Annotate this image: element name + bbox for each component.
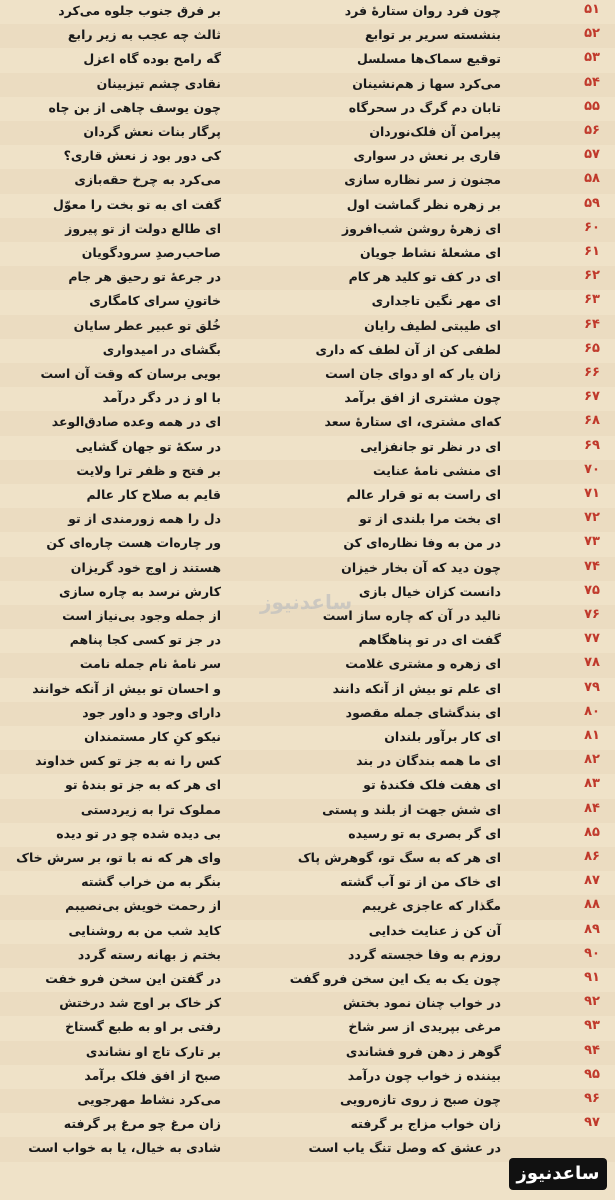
verse-number: ۵۹ [584, 195, 600, 211]
first-hemistich: مرغی بپریدی از سر شاخ [348, 1019, 501, 1035]
verse-row [0, 387, 615, 411]
verse-row [0, 702, 615, 726]
verse-number: ۵۳ [584, 50, 600, 66]
verse-number: ۹۷ [584, 1115, 600, 1131]
second-hemistich: با او ز در دگر درآمد [102, 390, 221, 406]
verse-row [0, 678, 615, 702]
verse-number: ۶۲ [584, 268, 600, 284]
verse-number: ۸۹ [584, 921, 600, 937]
verse-number: ۸۰ [584, 703, 600, 719]
verse-number: ۶۳ [584, 292, 600, 308]
site-logo: ساعدنیوز [509, 1158, 607, 1190]
first-hemistich: ای در نظر تو جانفزایی [360, 438, 501, 454]
second-hemistich: پرگار بنات نعش گردان [83, 124, 221, 139]
verse-row [0, 218, 615, 242]
first-hemistich: مگذار که عاجزی غریبم [361, 898, 501, 914]
first-hemistich: آن کن ز عنایت خدایی [368, 922, 501, 938]
verse-number: ۸۴ [584, 800, 600, 816]
second-hemistich: کارش نرسد به چاره سازی [59, 583, 221, 599]
second-hemistich: نیکو کنِ کار مستمندان [84, 729, 221, 744]
second-hemistich: در جرعهٔ تو رحیق هر جام [68, 269, 221, 285]
second-hemistich: چون یوسف چاهی از بن چاه [48, 99, 221, 115]
second-hemistich: کز خاک بر اوج شد درختش [59, 995, 221, 1011]
verse-number: ۷۱ [584, 486, 600, 501]
second-hemistich: دل را همه زورمندی از تو [68, 511, 221, 527]
verse-row [0, 774, 615, 798]
verse-row [0, 871, 615, 895]
first-hemistich: ای خاک من از تو آب گشته [340, 874, 501, 890]
second-hemistich: صبح از افق فلک برآمد [84, 1067, 221, 1083]
verse-row [0, 629, 615, 653]
first-hemistich: ای ما همه بندگان در بند [356, 753, 501, 769]
first-hemistich: چون دید که آن بخار خیزان [341, 559, 501, 575]
verse-number: ۹۳ [584, 1018, 600, 1034]
second-hemistich: ور چاره‌ات هست چاره‌ای کن [46, 535, 221, 551]
second-hemistich: بر تارک تاج او نشاندی [85, 1043, 221, 1059]
first-hemistich: می‌کرد سها ز هم‌نشینان [352, 75, 501, 91]
verse-number: ۷۶ [584, 607, 600, 622]
first-hemistich: چون فرد روان ستارهٔ فرد [344, 3, 501, 18]
verse-number: ۷۸ [584, 655, 600, 671]
verse-row [0, 290, 615, 314]
second-hemistich: صاحب‌رصدِ سرودگویان [81, 245, 221, 260]
verse-row [0, 920, 615, 944]
verse-number: ۸۵ [584, 824, 600, 840]
verse-number: ۹۵ [584, 1066, 600, 1082]
first-hemistich: زان خواب مزاج بر گرفته [350, 1116, 501, 1132]
second-hemistich: ای هر که به جز تو بندهٔ تو [64, 777, 221, 793]
verse-number: ۶۱ [584, 244, 600, 259]
second-hemistich: می‌کرد نشاط مهرجویی [77, 1092, 221, 1107]
verse-row [0, 436, 615, 460]
first-hemistich: مجنون ز سر نظاره سازی [344, 172, 501, 188]
first-hemistich: در من به وفا نظاره‌ای کن [343, 535, 501, 551]
verse-row [0, 992, 615, 1016]
verse-number: ۷۷ [584, 631, 600, 647]
second-hemistich: بی دیده شده چو در تو دیده [56, 825, 221, 841]
verse-row [0, 24, 615, 48]
verse-row [0, 653, 615, 677]
verse-row [0, 97, 615, 121]
first-hemistich: ای بندگشای جمله مقصود [345, 704, 501, 720]
verse-row [0, 1089, 615, 1113]
first-hemistich: نالید در آن که چاره ساز است [322, 608, 501, 623]
verse-row [0, 266, 615, 290]
first-hemistich: ای راست به تو قرار عالم [346, 487, 501, 502]
first-hemistich: پیرامن آن فلک‌نوردان [369, 124, 501, 139]
first-hemistich: لطفی کن از آن لطف که داری [315, 341, 501, 357]
first-hemistich: ای گر بصری به تو رسیده [348, 825, 501, 841]
verse-number: ۹۴ [584, 1042, 600, 1058]
first-hemistich: گوهر ز دهن فرو فشاندی [345, 1043, 501, 1059]
verse-number: ۸۸ [584, 897, 600, 913]
verse-row [0, 1065, 615, 1089]
verse-row [0, 411, 615, 435]
first-hemistich: ای هفت فلک فکندهٔ تو [363, 777, 501, 793]
verse-row [0, 1113, 615, 1137]
verse-row [0, 1041, 615, 1065]
second-hemistich: خاتونِ سرای کامگاری [89, 293, 221, 309]
verse-number: ۹۱ [584, 970, 600, 985]
verse-row [0, 242, 615, 266]
first-hemistich: ای در کف تو کلید هر کام [348, 269, 501, 285]
second-hemistich: و احسان تو بیش از آنکه خوانند [32, 680, 221, 696]
second-hemistich: قایم به صلاح کار عالم [86, 487, 221, 502]
first-hemistich: ای مهر نگین تاجداری [371, 293, 501, 309]
second-hemistich: نقادی چشم تیزبینان [96, 75, 221, 91]
verse-number: ۵۲ [584, 26, 600, 42]
verse-row [0, 557, 615, 581]
first-hemistich: ای هر که به سگ تو، گوهرش پاک [297, 850, 501, 865]
verse-number: ۵۶ [584, 123, 600, 138]
verse-number: ۹۰ [584, 945, 600, 961]
verse-row [0, 73, 615, 97]
verse-row [0, 121, 615, 145]
second-hemistich: بنگر به من خراب گشته [81, 874, 221, 890]
verse-row [0, 823, 615, 847]
first-hemistich: قاری بر نعش در سواری [353, 148, 501, 164]
verse-row [0, 968, 615, 992]
verse-row [0, 339, 615, 363]
verse-row [0, 944, 615, 968]
first-hemistich: ای زهرهٔ روشن شب‌افروز [341, 220, 501, 236]
first-hemistich: ای بخت مرا بلندی از تو [359, 511, 501, 527]
verse-number: ۵۸ [584, 171, 600, 187]
verse-number: ۶۸ [584, 413, 600, 429]
verse-number: ۶۴ [584, 316, 600, 332]
first-hemistich: چون صبح ز روی تازه‌رویی [340, 1092, 501, 1107]
second-hemistich: هستند ز اوج خود گریزان [70, 559, 221, 575]
verse-number: ۷۰ [584, 461, 600, 477]
second-hemistich: بختم ز بهانه رسته گردد [77, 946, 221, 962]
verse-row [0, 1016, 615, 1040]
verse-number: ۹۶ [584, 1091, 600, 1106]
second-hemistich: گفت ای به تو بخت را معوّل [52, 196, 221, 212]
second-hemistich: ای طالع دولت از تو پیروز [65, 220, 221, 236]
first-hemistich: در خواب چنان نمود بختش [343, 995, 501, 1011]
second-hemistich: خُلق تو عبیر عطر سایان [73, 317, 221, 333]
first-hemistich: روزم به وفا خجسته گردد [348, 946, 501, 962]
verse-number: ۷۵ [584, 582, 600, 598]
first-hemistich: بر زهره نظر گماشت اول [346, 196, 501, 212]
verse-number: ۸۲ [584, 752, 600, 768]
verse-row [0, 895, 615, 919]
verse-number: ۷۲ [584, 510, 600, 526]
first-hemistich: بنشسته سریر بر توابع [364, 27, 501, 43]
verse-row [0, 484, 615, 508]
verse-row [0, 363, 615, 387]
verse-row [0, 460, 615, 484]
verse-row [0, 169, 615, 193]
first-hemistich: ای منشی نامهٔ عنایت [373, 462, 501, 478]
verse-number: ۵۱ [584, 2, 600, 17]
first-hemistich: ای زهره و مشتری غلامت [345, 656, 501, 672]
second-hemistich: بگشای در امیدواری [102, 341, 221, 357]
second-hemistich: از رحمت خویش بی‌نصیبم [65, 898, 221, 914]
verse-number: ۶۰ [584, 219, 600, 235]
first-hemistich: در عشق که وصل تنگ یاب است [308, 1140, 501, 1156]
watermark: ساعدنیوز [260, 590, 353, 614]
verse-number: ۶۹ [584, 437, 600, 453]
second-hemistich: گه رامح بوده گاه اعزل [83, 51, 221, 67]
second-hemistich: رفتی بر او به طبع گستاخ [65, 1019, 221, 1035]
second-hemistich: در جز تو کسی کجا پناهم [69, 632, 221, 648]
second-hemistich: می‌کرد به چرخ حقه‌بازی [74, 172, 221, 188]
second-hemistich: از جمله وجود بی‌نیاز است [62, 608, 221, 623]
first-hemistich: توقیع سماک‌ها مسلسل [356, 51, 501, 67]
verse-row [0, 315, 615, 339]
verse-number: ۸۶ [584, 849, 600, 864]
second-hemistich: مملوک ترا به زیردستی [80, 801, 221, 817]
second-hemistich: دارای وجود و داور جود [82, 704, 221, 720]
second-hemistich: سر نامهٔ نام جمله نامت [79, 656, 221, 672]
verse-number: ۸۳ [584, 776, 600, 792]
verse-number: ۵۷ [584, 147, 600, 163]
verse-row [0, 750, 615, 774]
second-hemistich: کی دور بود ز نعش قاری؟ [63, 148, 221, 164]
verse-row [0, 532, 615, 556]
second-hemistich: شادی به خیال، یا به خواب است [28, 1140, 221, 1156]
first-hemistich: چون مشتری از افق برآمد [344, 390, 501, 406]
second-hemistich: بر فرق جنوب جلوه می‌کرد [58, 3, 221, 18]
verse-row [0, 508, 615, 532]
verse-number: ۸۱ [584, 728, 600, 743]
verse-number: ۶۷ [584, 389, 600, 405]
verse-row [0, 145, 615, 169]
verse-number: ۷۴ [584, 558, 600, 574]
verse-row [0, 847, 615, 871]
verse-number: ۶۵ [584, 340, 600, 356]
second-hemistich: زان مرغ چو مرغ پر گرفته [63, 1116, 221, 1132]
verse-number: ۹۲ [584, 994, 600, 1010]
first-hemistich: چون یک به یک این سخن فرو گفت [289, 971, 501, 986]
first-hemistich: دانست کزان خیال بازی [358, 583, 501, 599]
first-hemistich: ای علم تو بیش از آنکه دانند [332, 680, 501, 696]
first-hemistich: ای مشعلهٔ نشاط جویان [360, 245, 501, 260]
verse-number: ۵۵ [584, 98, 600, 114]
verse-row [0, 799, 615, 823]
verse-row [0, 726, 615, 750]
second-hemistich: ای در همه وعده صادق‌الوعد [51, 414, 221, 430]
verse-number: ۸۷ [584, 873, 600, 889]
second-hemistich: بویی برسان که وقت آن است [40, 366, 221, 381]
second-hemistich: کاید شب من به روشنایی [68, 922, 221, 938]
verse-number: ۷۳ [584, 534, 600, 550]
verse-row [0, 0, 615, 24]
first-hemistich: زان یار که او دوای جان است [325, 366, 501, 381]
first-hemistich: ای شش جهت از بلند و پستی [322, 801, 501, 817]
first-hemistich: ای کار برآور بلندان [384, 729, 501, 744]
second-hemistich: در گفتن این سخن فرو خفت [45, 971, 221, 986]
second-hemistich: کس را نه به جز تو کس خداوند [35, 753, 221, 769]
first-hemistich: که‌ای مشتری، ای ستارهٔ سعد [324, 414, 501, 430]
first-hemistich: گفت ای در تو پناهگاهم [358, 632, 501, 648]
verse-number: ۶۶ [584, 365, 600, 380]
verse-row [0, 48, 615, 72]
first-hemistich: تابان دم گرگ در سحرگاه [348, 99, 501, 115]
first-hemistich: بیننده ز خواب چون درآمد [347, 1067, 501, 1083]
verse-row [0, 194, 615, 218]
verse-number: ۷۹ [584, 679, 600, 695]
second-hemistich: در سکهٔ تو جهان گشایی [75, 438, 221, 454]
second-hemistich: وای هر که نه با تو، بر سرش خاک [16, 850, 221, 865]
second-hemistich: ثالث چه عجب به زیر رابع [67, 27, 221, 43]
first-hemistich: ای طیبتی لطیف رایان [364, 317, 501, 333]
second-hemistich: بر فتح و ظفر ترا ولایت [76, 462, 221, 478]
verse-number: ۵۴ [584, 74, 600, 90]
